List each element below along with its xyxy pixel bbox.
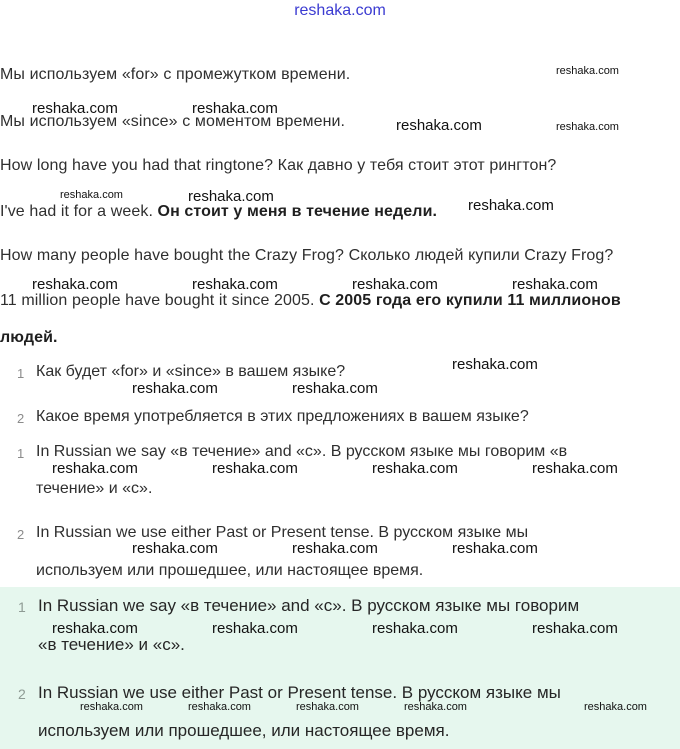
answer-line: течение» и «с». <box>36 480 153 497</box>
highlighted-answer-number: 1 <box>18 599 26 615</box>
question-number: 2 <box>17 411 25 426</box>
watermark: reshaka.com <box>296 701 359 713</box>
answer-number: 1 <box>17 446 25 461</box>
question-item: Как будет «for» и «since» в вашем языке? <box>36 363 346 380</box>
highlighted-answer-number: 2 <box>18 686 26 702</box>
watermark: reshaka.com <box>192 100 278 117</box>
watermark: reshaka.com <box>532 620 618 637</box>
example-answer-2-ru-cont: людей. <box>0 329 58 346</box>
watermark: reshaka.com <box>452 540 538 557</box>
watermark: reshaka.com <box>32 276 118 293</box>
watermark: reshaka.com <box>532 460 618 477</box>
theory-line-for: Мы используем «for» с промежутком времени. <box>0 66 351 83</box>
watermark: reshaka.com <box>372 460 458 477</box>
watermark: reshaka.com <box>188 701 251 713</box>
watermark: reshaka.com <box>556 121 619 133</box>
highlighted-answer-line: используем или прошедшее, или настоящее время. <box>38 721 450 740</box>
watermark: reshaka.com <box>452 356 538 373</box>
example-answer-2 <box>0 292 621 310</box>
example-answer-2-en: 11 million people have bought it since 2005. <box>0 292 320 309</box>
answer-number: 2 <box>17 527 25 542</box>
watermark: reshaka.com <box>372 620 458 637</box>
watermark: reshaka.com <box>404 701 467 713</box>
answer-line: In Russian we say «в течение» and «с». В русском языке мы говорим «в <box>36 443 568 460</box>
watermark: reshaka.com <box>188 188 274 205</box>
example-answer-1 <box>0 203 437 221</box>
answer-line: In Russian we use either Past or Present tense. В русском языке мы <box>36 524 529 541</box>
watermark: reshaka.com <box>52 460 138 477</box>
theory-line-since: Мы используем «since» с моментом времени. <box>0 113 346 130</box>
watermark: reshaka.com <box>212 460 298 477</box>
watermark: reshaka.com <box>292 380 378 397</box>
watermark: reshaka.com <box>352 276 438 293</box>
highlighted-answer-line: «в течение» и «с». <box>38 635 185 654</box>
example-answer-2-ru: С 2005 года его купили 11 миллионов <box>319 292 621 309</box>
example-answer-1-ru: Он стоит у меня в течение недели. <box>157 203 438 220</box>
example-question-1: How long have you had that ringtone? Как давно у тебя стоит этот рингтон? <box>0 157 557 174</box>
watermark: reshaka.com <box>32 100 118 117</box>
watermark: reshaka.com <box>192 276 278 293</box>
watermark: reshaka.com <box>212 620 298 637</box>
watermark: reshaka.com <box>512 276 598 293</box>
watermark: reshaka.com <box>292 540 378 557</box>
watermark: reshaka.com <box>60 189 123 201</box>
highlighted-answer-line: In Russian we use either Past or Present tense. В русском языке мы <box>38 683 561 702</box>
answer-line: используем или прошедшее, или настоящее время. <box>36 562 424 579</box>
watermark: reshaka.com <box>468 197 554 214</box>
watermark: reshaka.com <box>584 701 647 713</box>
watermark: reshaka.com <box>396 117 482 134</box>
question-number: 1 <box>17 366 25 381</box>
watermark: reshaka.com <box>80 701 143 713</box>
example-answer-1-en: I've had it for a week. <box>0 203 158 220</box>
example-question-2: How many people have bought the Crazy Frog? Сколько людей купили Crazy Frog? <box>0 247 614 264</box>
watermark: reshaka.com <box>132 540 218 557</box>
watermark: reshaka.com <box>556 65 619 77</box>
site-header-link[interactable]: reshaka.com <box>294 2 386 19</box>
question-item: Какое время употребляется в этих предложениях в вашем языке? <box>36 408 529 425</box>
watermark: reshaka.com <box>52 620 138 637</box>
highlighted-answer-line: In Russian we say «в течение» and «с». В русском языке мы говорим <box>38 596 580 615</box>
watermark: reshaka.com <box>132 380 218 397</box>
